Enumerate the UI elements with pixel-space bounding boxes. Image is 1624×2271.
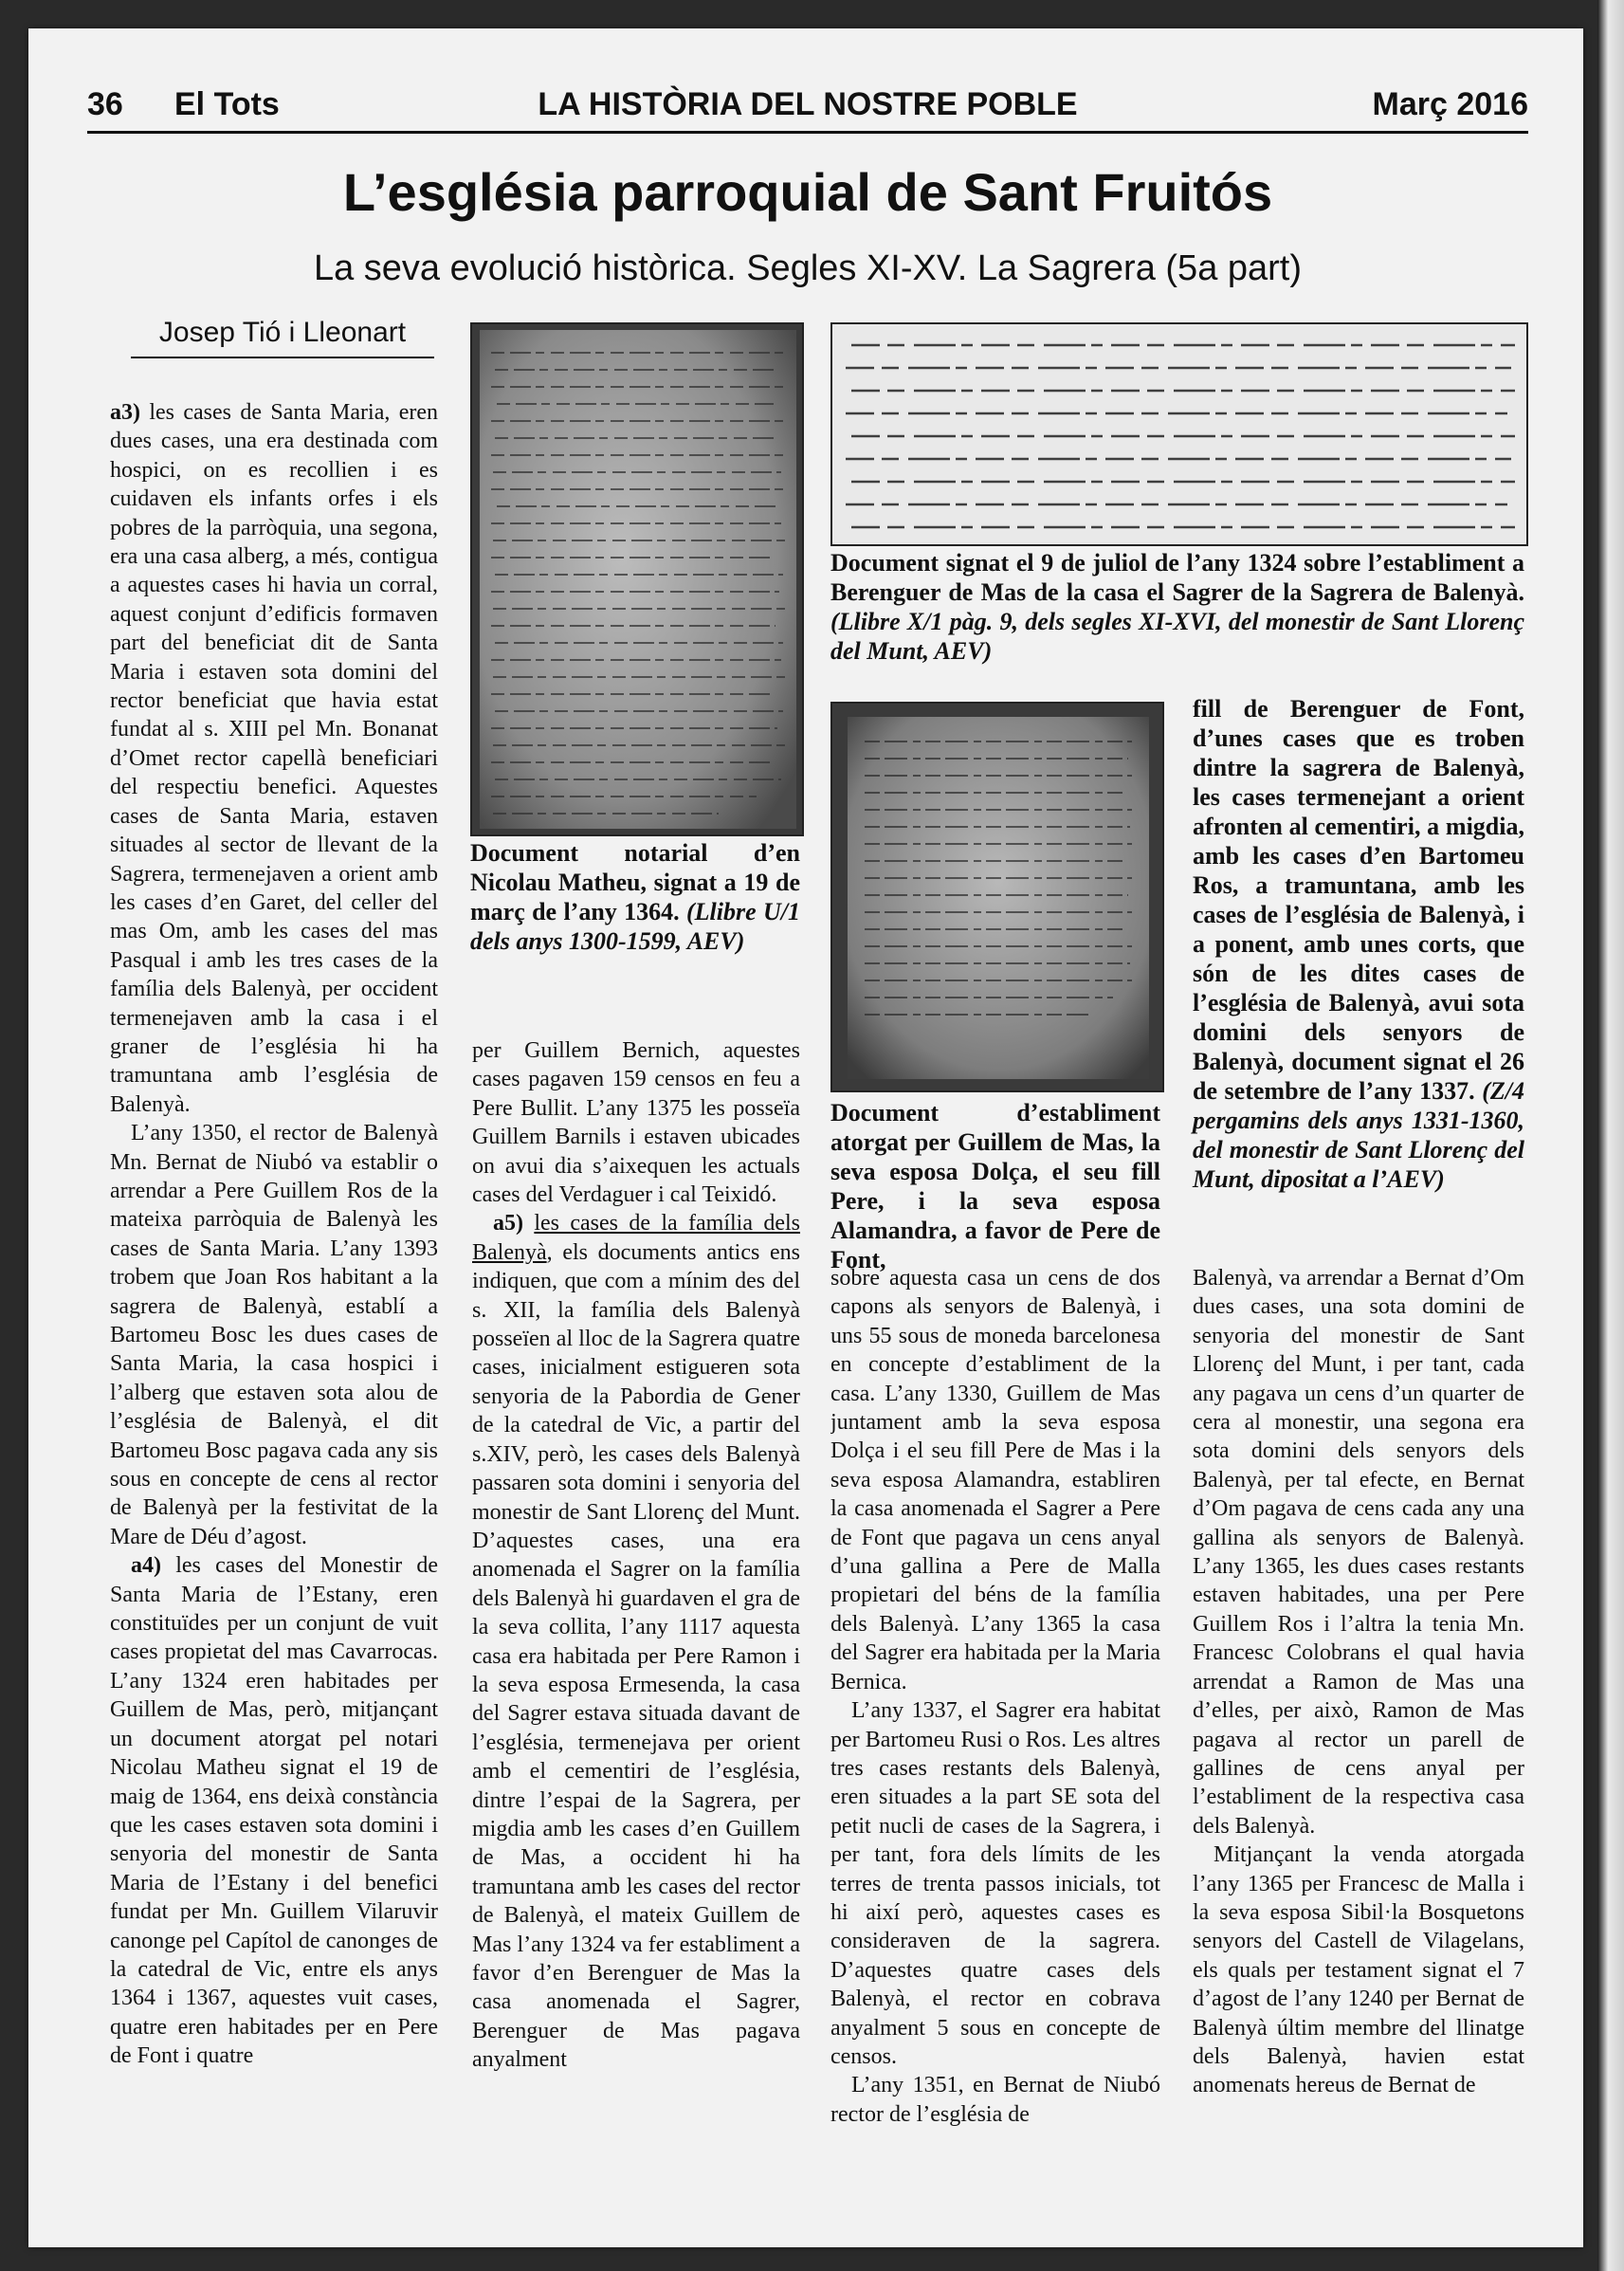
paragraph-text: les cases del Monestir de Santa Maria de l’Estany, eren constituïdes per un conjunt de vuit cases propietat del mas Cavarrocas. L’any 1324 eren habitades per Guillem de Mas, però, mitjançant un document atorgat pel notari Nicolau Matheu signat el 19 de maig de 1364, ens deixà constància que les cases estaven sota domini i senyoria del monestir de Santa Maria de l’Estany i del benefici fundat per Mn. Guillem Vilaruvir canonge pel Capítol de canonges de la catedral de Vic, entre els anys 1364 i 1367, aquestes vuit cases, quatre eren habitades per en Pere de Font i quatre [110,1553,438,2069]
paragraph [110,1551,438,2070]
document-strip-image [832,324,1526,544]
article-subtitle: La seva evolució històrica. Segles XI-XV. La Sagrera (5a part) [313,248,1303,288]
paragraph-text: les cases de Santa Maria, eren dues cases, una era destinada com hospici, on es recollien i es cuidaven els infants orfes i els pobres de la parròquia, una segona, era una casa alberg, a més, contigua a aquestes cases hi havia un corral, aquest conjunt d’edificis formaven part del beneficiat dit de Santa Maria i estaven sota domini del rector beneficiat que havia estat fundat al s. XIII pel Mn. Bonanat d’Omet rector capellà beneficiari del respectiu benefici. Aquestes cases de Santa Maria, estaven situades al sector de llevant de la Sagrera, termenejaven a orient amb les cases d’en Garet, del celler del mas Om, amb les cases del mas Pasqual i amb les tres cases de la família dels Balenyà, per occident termenejaven amb la casa i el graner de l’església hi ha tramuntana amb l’església de Balenyà. [110,400,438,1117]
caption-parchment-continued [1193,694,1524,1194]
caption-text: Document d’establiment atorgat per Guillem de Mas, la seva esposa Dolça, el seu fill Pere, i la seva esposa Alamandra, a favor de Pere de Font, [830,1099,1160,1273]
paragraph: Balenyà, va arrendar a Bernat d’Om dues cases, una sota domini de senyoria del monestir de Sant Llorenç del Munt, i per tant, cada any pagava un cens d’un quarter de cera al monestir, una segona era sota domini dels senyors dels Balenyà, per tal efecte, en Bernat d’Om pagava de cens cada any una gallina als senyors de Balenyà. L’any 1365, les dues cases restants estaven habitades, una per Pere Guillem Ros i l’altra la tenia Mn. Francesc Colobrans el qual havia arrendat a Ramon de Mas una d’elles, per això, Ramon de Mas pagava al rector un parell de gallines de cens anyal per l’establiment de la respectiva casa dels Balenyà. [1193,1266,1524,1839]
caption-text: Document signat el 9 de juliol de l’any 1324 sobre l’establiment a Berenguer de Mas de la casa el Sagrer de la Sagrera de Balenyà. [830,549,1524,606]
document-strip-photo [830,322,1528,546]
item-label: a5) [493,1211,523,1236]
paragraph [110,398,438,1119]
paragraph: L’any 1337, el Sagrer era habitat per Bartomeu Rusi o Ros. Les altres tres cases restants dels Balenyà, eren situades a la part SE sota del petit nucli de cases de la Sagrera, i per tant, fora dels límits de les terres de trenta passos inicials, tot hi així però, aquestes cases es consideraven de la sagrera. D’aquestes quatre cases dels Balenyà, el rector en cobrava anyalment 5 sous en concepte de censos. [830,1698,1160,2069]
paragraph: Mitjançant la venda atorgada l’any 1365 per Francesc de Malla i la seva esposa Sibil·la Bosquetons senyors del Castell de Vilagelans, els quals per testament signat el 7 d’agost de l’any 1240 per Bernat de Balenyà últim membre del llinatge dels Balenyà, havien estat anomenats hereus de Bernat de [1193,1842,1524,2098]
column-1 [110,398,438,2166]
article-author: Josep Tió i Lleonart [131,317,434,358]
caption-source: (Llibre X/1 pàg. 9, dels segles XI-XVI, del monestir de Sant Llorenç del Munt, AEV) [830,608,1524,665]
column-3 [830,1264,1160,2167]
caption-text: Document notarial d’en Nicolau Matheu, signat a 19 de març de l’any 1364. [470,839,800,925]
item-label: a4) [131,1553,161,1579]
article-title: L’església parroquial de Sant Fruitós [342,162,1273,222]
parchment-photo [830,702,1164,1092]
caption-source: (Z/4 pergamins dels anys 1331-1360, del monestir de Sant Llorenç del Munt, dipositat a l’AEV) [1193,1077,1524,1193]
paragraph-underlined: les cases de la família dels Balenyà [472,1211,800,1265]
page-edge [1597,0,1624,2271]
caption-source: (Llibre U/1 dels anys 1300-1599, AEV) [470,898,800,955]
paragraph: L’any 1350, el rector de Balenyà Mn. Bernat de Niubó va establir o arrendar a Pere Guillem Ros de la mateixa parròquia de Balenyà les cases de Santa Maria. L’any 1393 trobem que Joan Ros habitant a la sagrera de Balenyà, establí a Bartomeu Bosc les dues cases de Santa Maria, la casa hospici i l’alberg que estaven sota alou de l’església de Balenyà, el dit Bartomeu Bosc pagava cada any sis sous en concepte de cens al rector de Balenyà per la festivitat de la Mare de Déu d’agost. [110,1121,438,1549]
section-title: LA HISTÒRIA DEL NOSTRE POBLE [538,86,1078,122]
item-label: a3) [110,400,140,425]
column-2 [472,1036,800,2167]
parchment-image [832,704,1162,1090]
caption-document-strip [830,548,1524,666]
page-number: 36 [87,86,123,122]
caption-manuscript [470,838,800,956]
column-4 [1193,1264,1524,2167]
issue-date: Març 2016 [1372,86,1528,122]
manuscript-image [472,324,802,834]
caption-text: fill de Berenguer de Font, d’unes cases que es troben dintre la sagrera de Balenyà, les cases termenejant a orient afronten al cementiri, a migdia, amb les cases d’en Bartomeu Ros, a tramuntana, amb les cases de l’església de Balenyà, i a ponent, amb unes corts, que són de les dites cases de l’església de Balenyà, avui sota domini dels senyors de Balenyà, document signat el 26 de setembre de l’any 1337. [1193,695,1524,1105]
paragraph [472,1209,800,2074]
paragraph: per Guillem Bernich, aquestes cases pagaven 159 censos en feu a Pere Bullit. L’any 1375 les posseïa Guillem Barnils i estaven ubicades on avui dia s’aixequen les actuals cases del Verdaguer i cal Teixidó. [472,1038,800,1208]
paragraph-text: , els documents antics ens indiquen, que com a mínim des del s. XII, la família dels Balenyà posseïen al lloc de la Sagrera quatre cases, inicialment estigueren sota senyoria de la Pabordia de Gener de la catedral de Vic, a partir del s.XIV, però, les cases dels Balenyà passaren sota domini i senyoria del monestir de Sant Llorenç del Munt. D’aquestes cases, una era anomenada el Sagrer on la família dels Balenyà hi guardaven el gra de la seva collita, l’any 1117 aquesta casa era habitada per Pere Ramon i la seva esposa Ermesenda, la casa del Sagrer estava situada davant de l’església, termenejava per orient amb el cementiri de l’església, dintre l’espai de la Sagrera, per migdia amb les cases d’en Guillem de Mas, a occident hi ha tramuntana amb les cases del rector de Balenyà, el mateix Guillem de Mas l’any 1324 va fer establiment a favor d’en Berenguer de Mas la casa anomenada el Sagrer, Berenguer de Mas pagava anyalment [472,1239,800,2073]
paragraph: sobre aquesta casa un cens de dos capons als senyors de Balenyà, i uns 55 sous de moneda barcelonesa en concepte d’establiment de la casa. L’any 1330, Guillem de Mas juntament amb la seva esposa Dolça i el seu fill Pere de Mas i la seva esposa Alamandra, establiren la casa anomenada el Sagrer a Pere de Font que pagava un cens anyal d’una gallina a Pere de Malla propietari del béns de la família dels Balenyà. L’any 1365 la casa del Sagrer era habitada per la Maria Bernica. [830,1266,1160,1694]
manuscript-photo [470,322,804,836]
paragraph: L’any 1351, en Bernat de Niubó rector de l’església de [830,2073,1160,2127]
running-header [87,64,1528,134]
caption-parchment [830,1098,1160,1274]
magazine-name: El Tots [174,86,280,122]
